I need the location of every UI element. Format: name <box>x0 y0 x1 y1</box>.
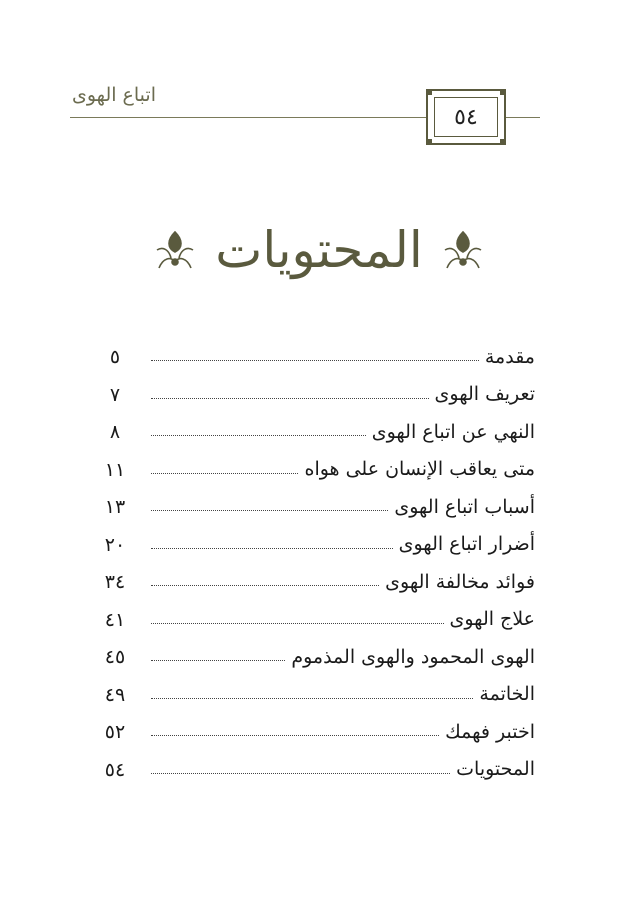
box-corner <box>426 139 432 145</box>
toc-entry[interactable] <box>95 676 535 714</box>
dot-leader <box>151 623 444 624</box>
floral-ornament-icon <box>153 228 197 272</box>
dot-leader <box>151 735 439 736</box>
toc-entry[interactable] <box>95 563 535 601</box>
dot-leader <box>151 660 285 661</box>
toc-entry[interactable] <box>95 488 535 526</box>
dot-leader <box>151 435 366 436</box>
table-of-contents <box>95 338 535 788</box>
dot-leader <box>151 548 393 549</box>
toc-entry-page: ٥ <box>109 346 121 368</box>
toc-entry[interactable] <box>95 713 535 751</box>
toc-entry-page: ٤٩ <box>104 683 126 706</box>
dot-leader <box>151 585 379 586</box>
dot-leader <box>151 473 298 474</box>
toc-entry[interactable] <box>95 376 535 414</box>
dot-leader <box>151 510 388 511</box>
toc-entry-page: ٤٥ <box>104 646 126 668</box>
toc-entry-title: النهي عن اتباع الهوى <box>371 420 535 443</box>
toc-entry-title: المحتويات <box>456 758 535 781</box>
toc-entry[interactable] <box>95 526 535 564</box>
toc-entry-page: ٢٠ <box>104 533 126 556</box>
box-corner <box>426 89 432 95</box>
toc-entry-page: ٤١ <box>104 608 126 631</box>
running-header-title: اتباع الهوى <box>72 84 156 106</box>
toc-entry[interactable] <box>95 413 535 451</box>
page-title: المحتويات <box>215 221 423 279</box>
toc-entry-title: أضرار اتباع الهوى <box>398 533 535 556</box>
toc-entry-title: اختبر فهمك <box>445 720 535 743</box>
toc-entry-page: ٧ <box>109 383 121 406</box>
box-corner <box>500 89 506 95</box>
toc-entry-title: تعريف الهوى <box>434 383 535 406</box>
toc-entry-title: الهوى المحمود والهوى المذموم <box>291 645 535 668</box>
toc-entry-title: علاج الهوى <box>449 608 535 631</box>
box-corner <box>500 139 506 145</box>
toc-entry-page: ١١ <box>104 458 126 481</box>
contents-heading <box>0 210 638 290</box>
toc-entry-page: ٣٤ <box>104 571 126 593</box>
toc-entry-title: مقدمة <box>484 345 535 368</box>
dot-leader <box>151 773 450 774</box>
toc-entry[interactable] <box>95 338 535 376</box>
page-number: ٥٤ <box>434 97 498 137</box>
dot-leader <box>151 698 473 699</box>
dot-leader <box>151 398 429 399</box>
page-number-box <box>426 89 506 145</box>
toc-entry-page: ٥٢ <box>104 721 126 743</box>
floral-ornament-icon <box>441 228 485 272</box>
toc-entry-page: ١٣ <box>104 496 126 518</box>
toc-entry[interactable] <box>95 638 535 676</box>
toc-entry-title: متى يعاقب الإنسان على هواه <box>304 458 535 481</box>
dot-leader <box>151 360 479 361</box>
toc-entry-title: الخاتمة <box>479 683 535 706</box>
toc-entry-page: ٨ <box>109 421 121 443</box>
toc-entry-page: ٥٤ <box>104 758 126 781</box>
toc-entry-title: فوائد مخالفة الهوى <box>385 570 535 593</box>
toc-entry[interactable] <box>95 751 535 789</box>
toc-entry[interactable] <box>95 451 535 489</box>
toc-entry[interactable] <box>95 601 535 639</box>
toc-entry-title: أسباب اتباع الهوى <box>394 495 535 518</box>
